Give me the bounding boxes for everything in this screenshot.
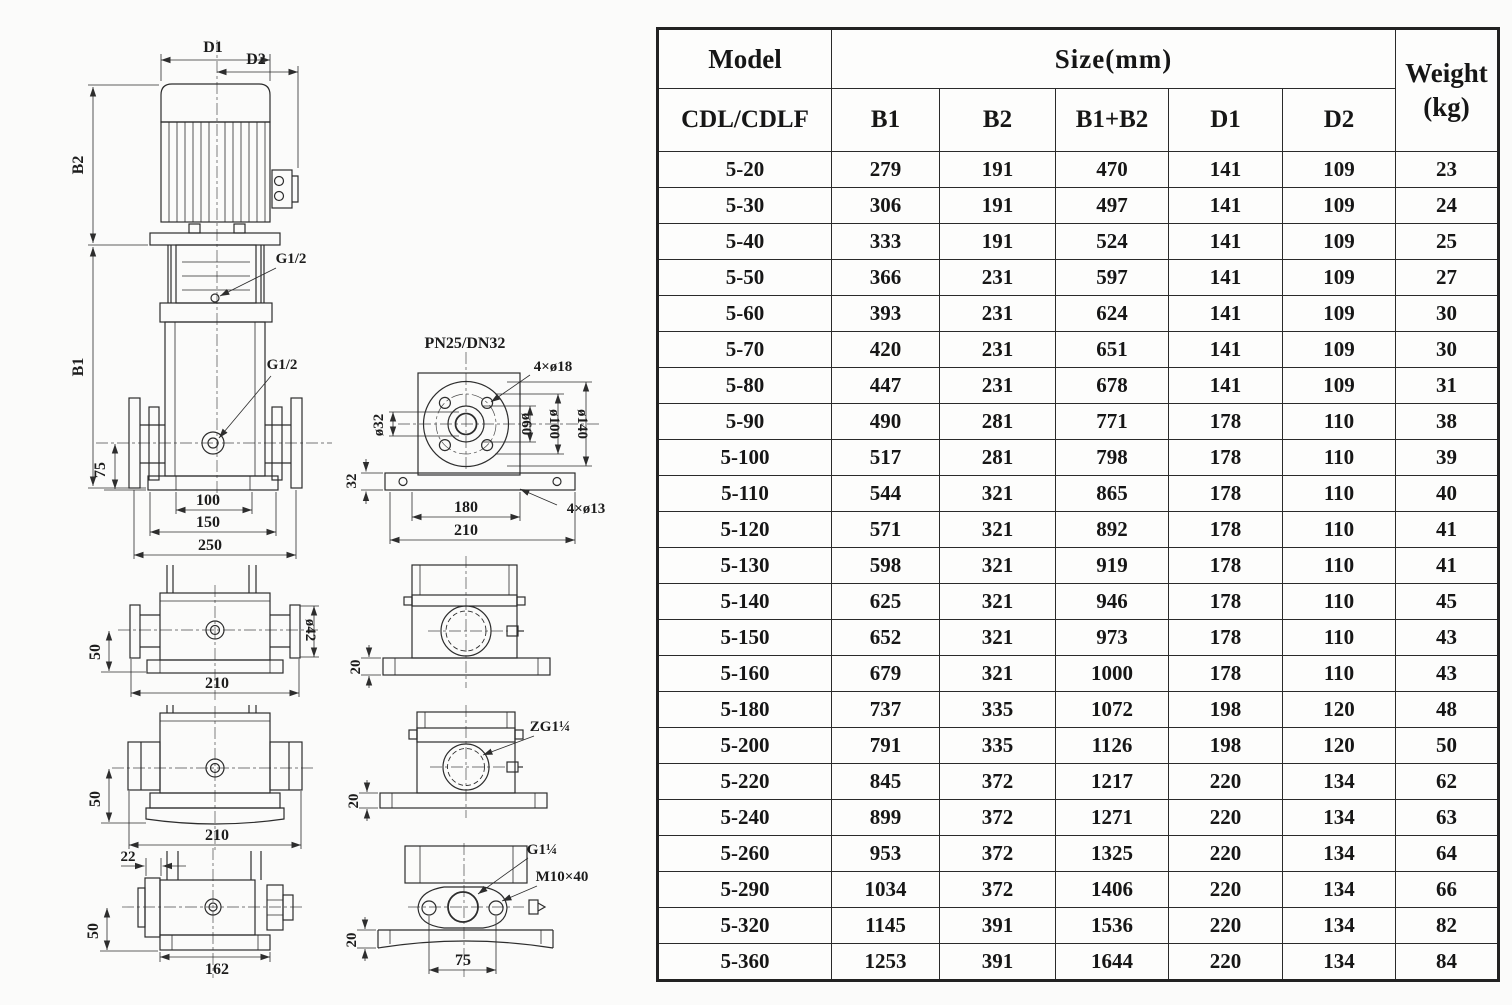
value-cell: 420	[832, 332, 940, 368]
table-row	[658, 764, 1499, 800]
value-cell: 50	[1396, 728, 1499, 764]
value-cell: 321	[940, 548, 1056, 584]
value-cell: 134	[1283, 800, 1396, 836]
table-row	[658, 872, 1499, 908]
value-cell: 178	[1169, 584, 1283, 620]
value-cell: 571	[832, 512, 940, 548]
dim-label-d1: D1	[203, 39, 223, 56]
table-row	[658, 476, 1499, 512]
value-cell: 110	[1283, 548, 1396, 584]
model-cell: 5-20	[658, 152, 832, 188]
value-cell: 321	[940, 512, 1056, 548]
table-subheader-row	[658, 89, 1499, 152]
value-cell: 134	[1283, 836, 1396, 872]
table-row	[658, 296, 1499, 332]
value-cell: 220	[1169, 908, 1283, 944]
value-cell: 109	[1283, 332, 1396, 368]
table-row	[658, 656, 1499, 692]
table-row	[658, 836, 1499, 872]
model-cell: 5-120	[658, 512, 832, 548]
value-cell: 1000	[1056, 656, 1169, 692]
model-cell: 5-180	[658, 692, 832, 728]
value-cell: 1217	[1056, 764, 1169, 800]
drawing-compact-base-front	[85, 848, 305, 978]
value-cell: 865	[1056, 476, 1169, 512]
value-cell: 191	[940, 152, 1056, 188]
value-cell: 393	[832, 296, 940, 332]
value-cell: 333	[832, 224, 940, 260]
value-cell: 109	[1283, 368, 1396, 404]
label-m10-bolt: M10×40	[535, 869, 589, 885]
model-cell: 5-220	[658, 764, 832, 800]
value-cell: 1644	[1056, 944, 1169, 981]
col-header-weight	[1396, 29, 1499, 152]
model-cell: 5-40	[658, 224, 832, 260]
table-row	[658, 332, 1499, 368]
table-row	[658, 908, 1499, 944]
value-cell: 220	[1169, 872, 1283, 908]
model-cell: 5-130	[658, 548, 832, 584]
dim-label-dia60: ø60	[518, 412, 534, 436]
value-cell: 120	[1283, 728, 1396, 764]
dim-label-162: 162	[205, 961, 229, 978]
value-cell: 134	[1283, 872, 1396, 908]
value-cell: 372	[940, 836, 1056, 872]
foot-plate-side	[383, 658, 550, 675]
table-row	[658, 224, 1499, 260]
left-threaded-port	[128, 742, 160, 790]
compact-left-flange	[145, 878, 160, 937]
value-cell: 1271	[1056, 800, 1169, 836]
right-threaded-port	[270, 742, 302, 790]
value-cell: 141	[1169, 152, 1283, 188]
model-cell: 5-140	[658, 584, 832, 620]
dim-label-b2: B2	[70, 155, 87, 175]
dim-label-d2: D2	[246, 51, 266, 68]
table-row	[658, 152, 1499, 188]
table-row	[658, 188, 1499, 224]
drawing-threaded-base-side	[346, 705, 570, 821]
table-row	[658, 620, 1499, 656]
dim-label-50-c: 50	[85, 923, 102, 939]
value-cell: 798	[1056, 440, 1169, 476]
value-cell: 679	[832, 656, 940, 692]
label-g12-coupling: G1/2	[275, 251, 307, 267]
model-cell: 5-60	[658, 296, 832, 332]
value-cell: 544	[832, 476, 940, 512]
value-cell: 45	[1396, 584, 1499, 620]
table-row	[658, 368, 1499, 404]
dim-label-dia32: ø32	[371, 413, 387, 437]
model-cell: 5-290	[658, 872, 832, 908]
drawing-flanged-base-side	[348, 556, 550, 688]
foot-plate-threaded-side	[380, 793, 547, 808]
value-cell: 120	[1283, 692, 1396, 728]
label-g12-port: G1/2	[266, 357, 298, 373]
value-cell: 110	[1283, 476, 1396, 512]
dim-label-32: 32	[344, 473, 360, 489]
value-cell: 109	[1283, 152, 1396, 188]
value-cell: 220	[1169, 944, 1283, 981]
value-cell: 141	[1169, 296, 1283, 332]
value-cell: 39	[1396, 440, 1499, 476]
value-cell: 141	[1169, 332, 1283, 368]
value-cell: 220	[1169, 764, 1283, 800]
label-g114-thread: G1¼	[526, 842, 558, 858]
col-header-d2: D2	[1283, 89, 1396, 152]
value-cell: 110	[1283, 620, 1396, 656]
label-base-holes: 4×ø13	[566, 501, 606, 517]
value-cell: 178	[1169, 620, 1283, 656]
model-cell: 5-240	[658, 800, 832, 836]
value-cell: 1536	[1056, 908, 1169, 944]
value-cell: 447	[832, 368, 940, 404]
value-cell: 25	[1396, 224, 1499, 260]
col-header-b1b2: B1+B2	[1056, 89, 1169, 152]
drawing-oval-flange-bottom	[344, 842, 588, 977]
value-cell: 134	[1283, 908, 1396, 944]
value-cell: 178	[1169, 476, 1283, 512]
value-cell: 41	[1396, 548, 1499, 584]
value-cell: 178	[1169, 404, 1283, 440]
table-row	[658, 404, 1499, 440]
value-cell: 109	[1283, 296, 1396, 332]
value-cell: 31	[1396, 368, 1499, 404]
value-cell: 651	[1056, 332, 1169, 368]
spec-table-section	[656, 27, 1497, 982]
value-cell: 470	[1056, 152, 1169, 188]
value-cell: 134	[1283, 944, 1396, 981]
drawing-pump-front-view	[70, 39, 332, 559]
value-cell: 391	[940, 908, 1056, 944]
dim-label-210-b: 210	[205, 827, 229, 844]
value-cell: 624	[1056, 296, 1169, 332]
weight-label: Weight	[1405, 57, 1488, 88]
model-cell: 5-50	[658, 260, 832, 296]
dim-label-20-c: 20	[344, 932, 360, 948]
value-cell: 231	[940, 260, 1056, 296]
casing-above	[405, 846, 527, 883]
value-cell: 220	[1169, 836, 1283, 872]
value-cell: 1072	[1056, 692, 1169, 728]
value-cell: 497	[1056, 188, 1169, 224]
model-cell: 5-150	[658, 620, 832, 656]
dim-label-b1: B1	[70, 357, 87, 377]
terminal-box	[272, 170, 292, 208]
value-cell: 335	[940, 728, 1056, 764]
value-cell: 1253	[832, 944, 940, 981]
model-cell: 5-80	[658, 368, 832, 404]
value-cell: 43	[1396, 656, 1499, 692]
spec-table	[656, 27, 1500, 982]
value-cell: 30	[1396, 296, 1499, 332]
value-cell: 391	[940, 944, 1056, 981]
value-cell: 231	[940, 296, 1056, 332]
curved-foot-plate	[378, 941, 553, 948]
table-row	[658, 584, 1499, 620]
col-header-size: Size(mm)	[832, 29, 1396, 89]
value-cell: 597	[1056, 260, 1169, 296]
dim-label-20-a: 20	[348, 659, 364, 675]
table-row	[658, 692, 1499, 728]
dim-label-dia140: ø140	[574, 409, 590, 439]
value-cell: 134	[1283, 764, 1396, 800]
motor-base-plate	[150, 233, 280, 245]
value-cell: 30	[1396, 332, 1499, 368]
compact-right-fitting	[267, 885, 283, 930]
value-cell: 48	[1396, 692, 1499, 728]
value-cell: 281	[940, 440, 1056, 476]
value-cell: 24	[1396, 188, 1499, 224]
value-cell: 82	[1396, 908, 1499, 944]
col-header-d1: D1	[1169, 89, 1283, 152]
dim-label-210-flange: 210	[454, 522, 478, 539]
value-cell: 40	[1396, 476, 1499, 512]
value-cell: 141	[1169, 260, 1283, 296]
value-cell: 771	[1056, 404, 1169, 440]
value-cell: 109	[1283, 188, 1396, 224]
table-header-row	[658, 29, 1499, 89]
value-cell: 737	[832, 692, 940, 728]
value-cell: 141	[1169, 188, 1283, 224]
value-cell: 62	[1396, 764, 1499, 800]
compact-casing	[160, 880, 255, 935]
col-header-series: CDL/CDLF	[658, 89, 832, 152]
pump-cylinder	[165, 322, 265, 476]
value-cell: 678	[1056, 368, 1169, 404]
model-cell: 5-360	[658, 944, 832, 981]
value-cell: 231	[940, 368, 1056, 404]
col-header-model: Model	[658, 29, 832, 89]
value-cell: 598	[832, 548, 940, 584]
value-cell: 110	[1283, 404, 1396, 440]
value-cell: 899	[832, 800, 940, 836]
value-cell: 110	[1283, 584, 1396, 620]
right-flange	[290, 605, 300, 658]
col-header-b1: B1	[832, 89, 940, 152]
value-cell: 366	[832, 260, 940, 296]
value-cell: 335	[940, 692, 1056, 728]
value-cell: 191	[940, 224, 1056, 260]
value-cell: 110	[1283, 512, 1396, 548]
table-row	[658, 440, 1499, 476]
spec-table-body	[658, 152, 1499, 981]
drain-plug	[507, 626, 518, 636]
label-zg-thread: ZG1¼	[529, 719, 571, 735]
table-row	[658, 260, 1499, 296]
pump-base	[148, 476, 278, 490]
col-header-b2: B2	[940, 89, 1056, 152]
value-cell: 321	[940, 656, 1056, 692]
table-row	[658, 728, 1499, 764]
value-cell: 1406	[1056, 872, 1169, 908]
table-row	[658, 944, 1499, 981]
value-cell: 23	[1396, 152, 1499, 188]
value-cell: 953	[832, 836, 940, 872]
value-cell: 109	[1283, 224, 1396, 260]
model-cell: 5-70	[658, 332, 832, 368]
dim-label-22: 22	[120, 849, 136, 865]
value-cell: 625	[832, 584, 940, 620]
value-cell: 279	[832, 152, 940, 188]
value-cell: 178	[1169, 656, 1283, 692]
dim-label-dia42: ø42	[302, 618, 318, 642]
value-cell: 845	[832, 764, 940, 800]
value-cell: 198	[1169, 692, 1283, 728]
value-cell: 41	[1396, 512, 1499, 548]
value-cell: 321	[940, 620, 1056, 656]
model-cell: 5-30	[658, 188, 832, 224]
drawing-threaded-base-front	[87, 705, 316, 852]
table-row	[658, 512, 1499, 548]
value-cell: 791	[832, 728, 940, 764]
value-cell: 43	[1396, 620, 1499, 656]
dim-label-180: 180	[454, 499, 478, 516]
value-cell: 110	[1283, 440, 1396, 476]
dim-label-150: 150	[196, 514, 220, 531]
weight-unit-label: (kg)	[1423, 91, 1470, 122]
dim-label-50-a: 50	[87, 644, 104, 660]
value-cell: 231	[940, 332, 1056, 368]
left-flange	[130, 605, 140, 658]
value-cell: 321	[940, 476, 1056, 512]
dim-label-dia100: ø100	[546, 409, 562, 439]
value-cell: 63	[1396, 800, 1499, 836]
model-cell: 5-110	[658, 476, 832, 512]
value-cell: 517	[832, 440, 940, 476]
pump-head-flange	[160, 303, 272, 322]
dim-label-50-b: 50	[87, 791, 104, 807]
value-cell: 490	[832, 404, 940, 440]
model-cell: 5-100	[658, 440, 832, 476]
value-cell: 141	[1169, 368, 1283, 404]
value-cell: 178	[1169, 548, 1283, 584]
dim-label-75: 75	[92, 462, 109, 478]
drawing-flanged-base-front	[87, 565, 319, 700]
value-cell: 1145	[832, 908, 940, 944]
pump-dimension-drawing	[0, 0, 650, 1000]
value-cell: 892	[1056, 512, 1169, 548]
value-cell: 178	[1169, 512, 1283, 548]
model-cell: 5-200	[658, 728, 832, 764]
compact-foot-plate	[160, 935, 270, 950]
motor-cap	[161, 84, 270, 122]
value-cell: 372	[940, 764, 1056, 800]
value-cell: 372	[940, 800, 1056, 836]
model-cell: 5-90	[658, 404, 832, 440]
table-row	[658, 800, 1499, 836]
value-cell: 38	[1396, 404, 1499, 440]
value-cell: 306	[832, 188, 940, 224]
label-flange-rating: PN25/DN32	[424, 335, 506, 352]
table-row	[658, 548, 1499, 584]
drawing-flange-top-view	[344, 335, 605, 544]
value-cell: 110	[1283, 656, 1396, 692]
value-cell: 66	[1396, 872, 1499, 908]
value-cell: 946	[1056, 584, 1169, 620]
value-cell: 109	[1283, 260, 1396, 296]
dim-label-210-a: 210	[205, 675, 229, 692]
value-cell: 973	[1056, 620, 1169, 656]
value-cell: 652	[832, 620, 940, 656]
value-cell: 84	[1396, 944, 1499, 981]
value-cell: 919	[1056, 548, 1169, 584]
value-cell: 141	[1169, 224, 1283, 260]
value-cell: 64	[1396, 836, 1499, 872]
model-cell: 5-160	[658, 656, 832, 692]
value-cell: 1325	[1056, 836, 1169, 872]
value-cell: 198	[1169, 728, 1283, 764]
dim-label-100: 100	[196, 492, 220, 509]
dim-label-20-b: 20	[346, 793, 362, 809]
dim-label-250: 250	[198, 537, 222, 554]
value-cell: 27	[1396, 260, 1499, 296]
value-cell: 281	[940, 404, 1056, 440]
value-cell: 178	[1169, 440, 1283, 476]
technical-drawings	[0, 0, 650, 1000]
value-cell: 524	[1056, 224, 1169, 260]
value-cell: 191	[940, 188, 1056, 224]
value-cell: 1126	[1056, 728, 1169, 764]
model-cell: 5-320	[658, 908, 832, 944]
value-cell: 220	[1169, 800, 1283, 836]
value-cell: 1034	[832, 872, 940, 908]
value-cell: 372	[940, 872, 1056, 908]
value-cell: 321	[940, 584, 1056, 620]
model-cell: 5-260	[658, 836, 832, 872]
dim-label-75-b: 75	[455, 952, 471, 969]
label-bolt-holes: 4×ø18	[533, 359, 573, 375]
